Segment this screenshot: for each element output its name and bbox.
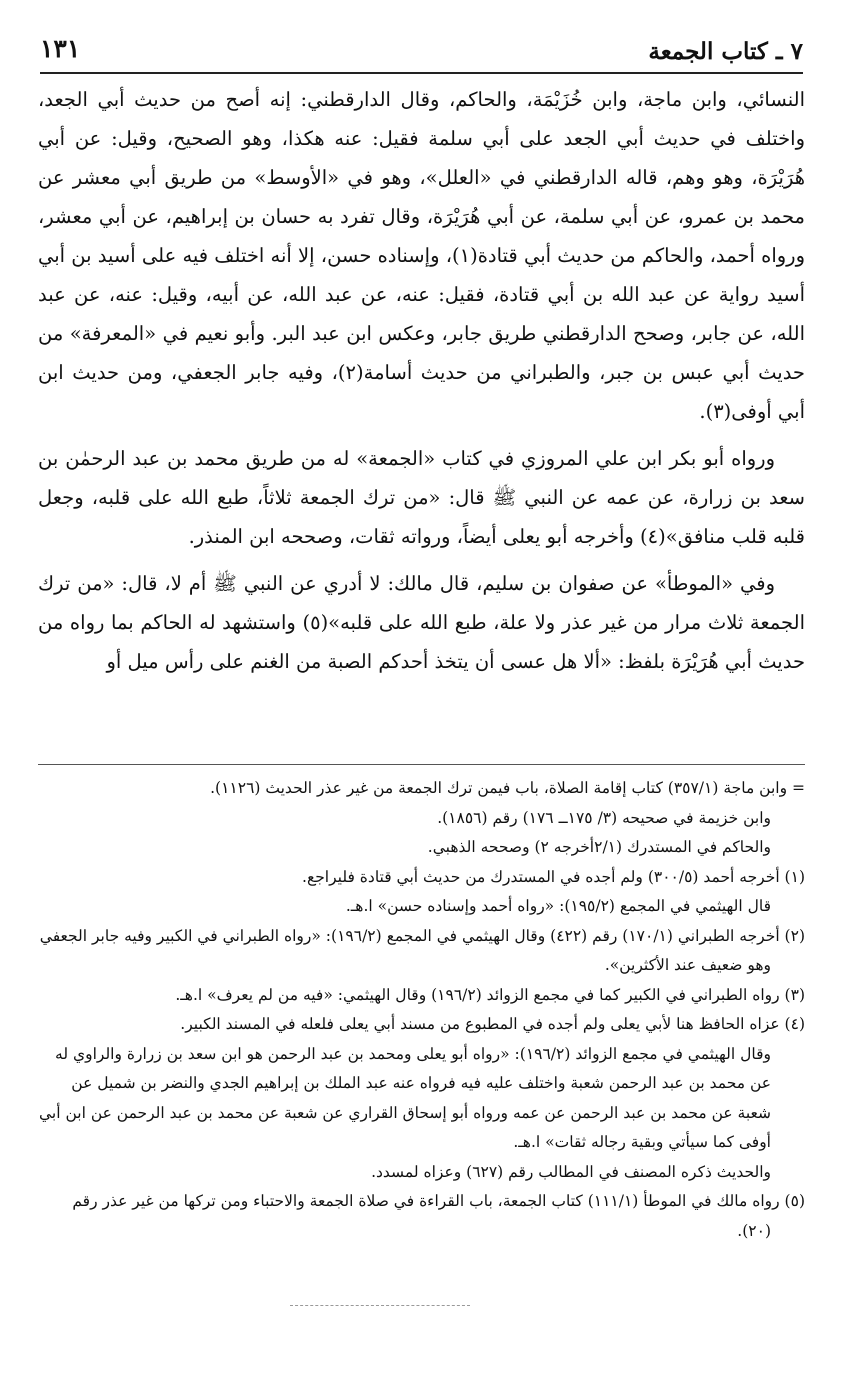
footnote-rule — [38, 764, 805, 765]
main-text — [38, 80, 805, 689]
footnote-1: (١) أخرجه أحمد (٣٠٠/٥) ولم أجده في المستدرك من حديث أبي قتادة فليراجع. — [302, 867, 805, 886]
footnote-4: (٤) عزاه الحافظ هنا لأبي يعلى ولم أجده في المطبوع من مسند أبي يعلى فلعله في المسند الكبير. — [180, 1015, 805, 1033]
paragraph-2: ورواه أبو بكر ابن علي المروزي في كتاب «الجمعة» له من طريق محمد بن عبد الرحمٰن بن سعد بن زرارة، عن عمه عن النبي ﷺ قال: «من ترك الجمعة ثلاثاً، طبع الله على قلبه، وجعل قلبه قلب منافق»(٤) وأخرجه أبو يعلى أيضاً، ورواته ثقات، وصححه ابن المنذر. — [38, 447, 805, 548]
footnote-continued-1: = وابن ماجة (٣٥٧/١) كتاب إقامة الصلاة، باب فيمن ترك الجمعة من غير عذر الحديث (١١٢٦). — [210, 779, 805, 797]
footnote-1-note: قال الهيثمي في المجمع (١٩٥/٢): «رواه أحمد وإسناده حسن» ا.هـ. — [345, 897, 771, 915]
chapter-title: ٧ ـ كتاب الجمعة — [648, 38, 803, 65]
footnote-2: (٢) أخرجه الطبراني (١٧٠/١) رقم (٤٢٢) وقال الهيثمي في المجمع (١٩٦/٢): «رواه الطبراني في الكبير وفيه جابر الجعفي وهو ضعيف عند الأكثرين». — [39, 926, 805, 974]
page-number: ١٣١ — [40, 34, 81, 63]
paragraph-3: وفي «الموطأ» عن صفوان بن سليم، قال مالك: لا أدري عن النبي ﷺ أم لا، قال: «من ترك الجمعة ثلاث مرار من غير عذر ولا علة، طبع الله على قلبه»(٥) واستشهد له الحاكم بما رواه من حديث أبي هُرَيْرَة بلفظ: «ألا هل عسى أن يتخذ أحدكم الصبة من الغنم على رأس ميل أو — [38, 572, 805, 673]
header-rule — [40, 72, 803, 74]
footnote-5: (٥) رواه مالك في الموطأ (١١١/١) كتاب الجمعة، باب القراءة في صلاة الجمعة والاحتباء ومن تركها من غير عذر رقم (٢٠). — [72, 1192, 805, 1240]
footnote-continued-3: والحاكم في المستدرك (٢/١أخرجه ٢) وصححه الذهبي. — [427, 838, 771, 856]
paragraph-1: النسائي، وابن ماجة، وابن خُزَيْمَة، والحاكم، وقال الدارقطني: إنه أصح من حديث أبي الجعد، واختلف في حديث أبي الجعد على أبي سلمة فقيل: عنه هكذا، وهو الصحيح، وقيل: عن أبي هُرَيْرَة، وهو وهم، قاله الدارقطني في «العلل»، وهو في «الأوسط» من طريق أبي معشر عن محمد بن عمرو، عن أبي سلمة، عن أبي هُرَيْرَة، وقال تفرد به حسان بن إبراهيم، عن أبي معشر، ورواه أحمد، والحاكم من حديث أبي قتادة(١)، وإسناده حسن، إلا أنه اختلف فيه على أسيد بن أبي أسيد رواية عن عبد الله بن أبي قتادة، فقيل: عنه، عن عبد الله، عن أبيه، وقيل: عنه، عن عبد الله، عن جابر، وصحح الدارقطني طريق جابر، وعكس ابن عبد البر. وأبو نعيم في «المعرفة» من حديث أبي عبس بن جبر، والطبراني من حديث أسامة(٢)، وفيه جابر الجعفي، ومن حديث ابن أبي أوفى(٣). — [38, 88, 805, 423]
bottom-dash-mark — [290, 1305, 470, 1306]
footnotes — [38, 774, 805, 1246]
footnote-4-note: والحديث ذكره المصنف في المطالب رقم (٦٢٧) وعزاه لمسدد. — [371, 1162, 771, 1181]
footnote-3: (٣) رواه الطبراني في الكبير كما في مجمع الزوائد (١٩٦/٢) وقال الهيثمي: «فيه من لم يعرف» ا.هـ. — [175, 985, 805, 1004]
footnote-continued-2: وابن خزيمة في صحيحه (٣/ ١٧٥ــ ١٧٦) رقم (١٨٥٦). — [437, 808, 771, 827]
footnote-4-quote: وقال الهيثمي في مجمع الزوائد (١٩٦/٢): «رواه أبو يعلى ومحمد بن عبد الرحمن هو ابن سعد بن زرارة والراوي له عن محمد بن عبد الرحمن شعبة واختلف عليه فيه فرواه عنه عبد الملك بن إبراهيم الجدي والنضر بن شميل عن شعبة عن محمد بن عبد الرحمن عن عمه ورواه أبو إسحاق القراري عن شعبة عن محمد بن عبد الرحمن عن ابن أبي أوفى كما سيأتي وبقية رجاله ثقات» ا.هـ. — [39, 1044, 771, 1151]
page-header — [40, 20, 803, 72]
